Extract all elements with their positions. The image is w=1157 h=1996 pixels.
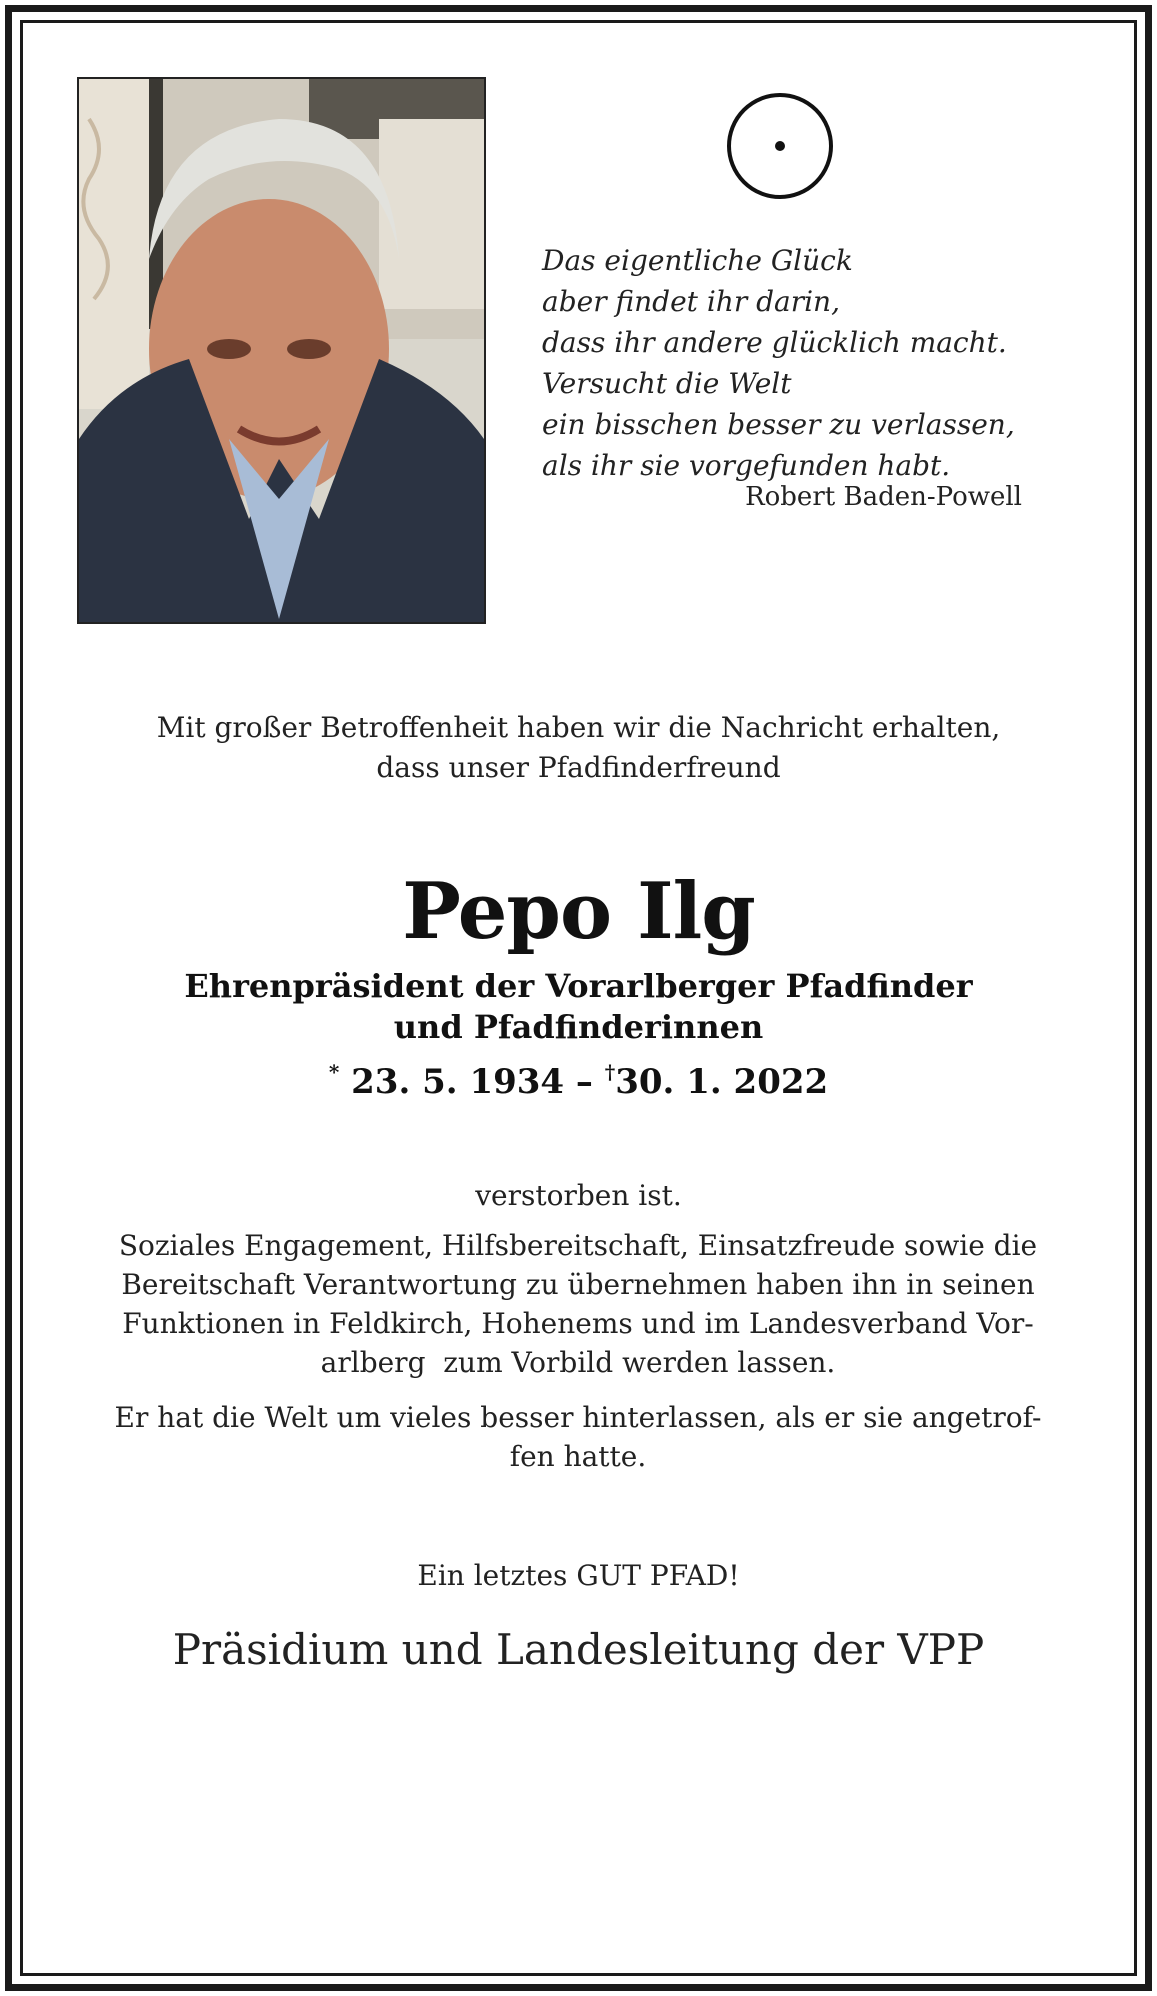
intro-line: Mit großer Betroffenheit haben wir die Nachricht erhalten, (156, 711, 1001, 744)
died-text: verstorben ist. (475, 1179, 682, 1212)
death-date: 30. 1. 2022 (615, 1062, 829, 1102)
paragraph-line: Bereitschaft Verantwortung zu übernehmen haben ihn in seinen (121, 1268, 1035, 1301)
intro-text (60, 708, 1097, 788)
portrait-photo (77, 77, 486, 624)
scout-circle-dot-icon (726, 92, 834, 200)
quote-line: Das eigentliche Glück (542, 244, 853, 277)
life-dates (60, 1050, 1097, 1104)
tribute-paragraph (84, 1226, 1072, 1382)
quote (542, 240, 1022, 486)
quote-line: dass ihr andere glücklich macht. (542, 326, 1007, 359)
title-line: und Pfadfinderinnen (393, 1008, 764, 1046)
paragraph-line: Funktionen in Feldkirch, Hohenems und im Landesverband Vor- (122, 1307, 1034, 1340)
quote-line: aber findet ihr darin, (542, 285, 840, 318)
legacy-paragraph (84, 1398, 1072, 1476)
paragraph-line: arlberg zum Vorbild werden lassen. (320, 1346, 836, 1379)
quote-author: Robert Baden-Powell (745, 482, 1022, 512)
birth-symbol: * (328, 1060, 340, 1084)
birth-date: 23. 5. 1934 (351, 1062, 565, 1102)
death-symbol: † (604, 1060, 616, 1084)
quote-line: als ihr sie vorgefunden habt. (542, 449, 951, 482)
intro-line: dass unser Pfadfinderfreund (376, 751, 781, 784)
paragraph-line: Er hat die Welt um vieles besser hinterlassen, als er sie angetrof- (114, 1401, 1042, 1434)
deceased-name: Pepo Ilg (402, 866, 755, 957)
deceased-title (60, 966, 1097, 1048)
title-line: Ehrenpräsident der Vorarlberger Pfadfinder (184, 967, 973, 1005)
signature: Präsidium und Landesleitung der VPP (172, 1625, 985, 1674)
quote-line: Versucht die Welt (542, 367, 792, 400)
quote-line: ein bisschen besser zu verlassen, (542, 408, 1015, 441)
farewell-text: Ein letztes GUT PFAD! (417, 1559, 740, 1592)
date-separator: – (575, 1062, 593, 1102)
paragraph-line: Soziales Engagement, Hilfsbereitschaft, Einsatzfreude sowie die (118, 1229, 1038, 1262)
paragraph-line: fen hatte. (509, 1440, 647, 1473)
